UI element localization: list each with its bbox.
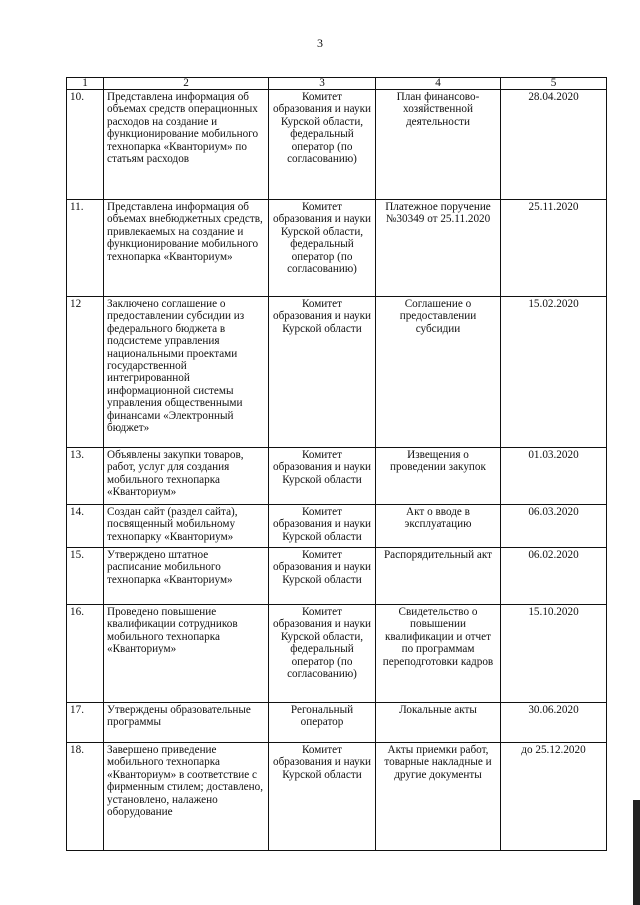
date-cell: 15.10.2020: [501, 605, 607, 703]
date-cell: 30.06.2020: [501, 703, 607, 743]
date-cell: до 25.12.2020: [501, 743, 607, 851]
row-number: 10.: [67, 90, 104, 200]
column-header: 5: [501, 78, 607, 90]
event-cell: Утверждено штатное расписание мобильного технопарка «Кванториум»: [104, 548, 269, 605]
row-number: 13.: [67, 448, 104, 505]
table-row: [67, 505, 607, 548]
responsible-cell: Комитет образования и науки Курской области: [269, 297, 376, 448]
document-cell: Локальные акты: [376, 703, 501, 743]
table-row: [67, 90, 607, 200]
date-cell: 01.03.2020: [501, 448, 607, 505]
table-header-row: [67, 78, 607, 90]
column-header: 4: [376, 78, 501, 90]
table-row: [67, 448, 607, 505]
table-row: [67, 605, 607, 703]
responsible-cell: Комитет образования и науки Курской области: [269, 548, 376, 605]
event-cell: Объявлены закупки товаров, работ, услуг для создания мобильного технопарка «Кванториум»: [104, 448, 269, 505]
responsible-cell: Комитет образования и науки Курской области: [269, 505, 376, 548]
event-cell: Создан сайт (раздел сайта), посвященный мобильному технопарку «Кванториум»: [104, 505, 269, 548]
event-cell: Заключено соглашение о предоставлении субсидии из федерального бюджета в подсистеме управления национальными проектами государственной интегрированной информационной системы управления общественными финансами «Электронный бюджет»: [104, 297, 269, 448]
row-number: 14.: [67, 505, 104, 548]
document-cell: Соглашение о предоставлении субсидии: [376, 297, 501, 448]
row-number: 12: [67, 297, 104, 448]
date-cell: 25.11.2020: [501, 200, 607, 297]
column-header: 2: [104, 78, 269, 90]
table-row: [67, 548, 607, 605]
responsible-cell: Регональный оператор: [269, 703, 376, 743]
responsible-cell: Комитет образования и науки Курской области: [269, 448, 376, 505]
date-cell: 28.04.2020: [501, 90, 607, 200]
event-cell: Утверждены образовательные программы: [104, 703, 269, 743]
document-cell: Платежное поручение №30349 от 25.11.2020: [376, 200, 501, 297]
row-number: 18.: [67, 743, 104, 851]
row-number: 17.: [67, 703, 104, 743]
event-cell: Представлена информация об объемах средств операционных расходов на создание и функционирование мобильного технопарка «Кванториум» по статьям расходов: [104, 90, 269, 200]
row-number: 15.: [67, 548, 104, 605]
column-header: 1: [67, 78, 104, 90]
row-number: 16.: [67, 605, 104, 703]
scan-edge-shadow: [633, 800, 640, 905]
table-row: [67, 200, 607, 297]
document-cell: Акт о вводе в эксплуатацию: [376, 505, 501, 548]
document-cell: План финансово-хозяйственной деятельности: [376, 90, 501, 200]
document-cell: Акты приемки работ, товарные накладные и другие документы: [376, 743, 501, 851]
plan-table: [66, 77, 607, 851]
document-cell: Распорядительный акт: [376, 548, 501, 605]
page-number: 3: [317, 36, 323, 50]
date-cell: 06.03.2020: [501, 505, 607, 548]
responsible-cell: Комитет образования и науки Курской области, федеральный оператор (по согласованию): [269, 605, 376, 703]
date-cell: 15.02.2020: [501, 297, 607, 448]
event-cell: Представлена информация об объемах внебюджетных средств, привлекаемых на создание и функционирование мобильного технопарка «Кванториум»: [104, 200, 269, 297]
document-cell: Извещения о проведении закупок: [376, 448, 501, 505]
date-cell: 06.02.2020: [501, 548, 607, 605]
responsible-cell: Комитет образования и науки Курской области: [269, 743, 376, 851]
table-row: [67, 743, 607, 851]
table-row: [67, 297, 607, 448]
responsible-cell: Комитет образования и науки Курской области, федеральный оператор (по согласованию): [269, 90, 376, 200]
responsible-cell: Комитет образования и науки Курской области, федеральный оператор (по согласованию): [269, 200, 376, 297]
table-row: [67, 703, 607, 743]
event-cell: Проведено повышение квалификации сотрудников мобильного технопарка «Кванториум»: [104, 605, 269, 703]
column-header: 3: [269, 78, 376, 90]
event-cell: Завершено приведение мобильного технопарка «Кванториум» в соответствие с фирменным стилем; доставлено, установлено, налажено оборудование: [104, 743, 269, 851]
document-cell: Свидетельство о повышении квалификации и отчет по программам переподготовки кадров: [376, 605, 501, 703]
row-number: 11.: [67, 200, 104, 297]
